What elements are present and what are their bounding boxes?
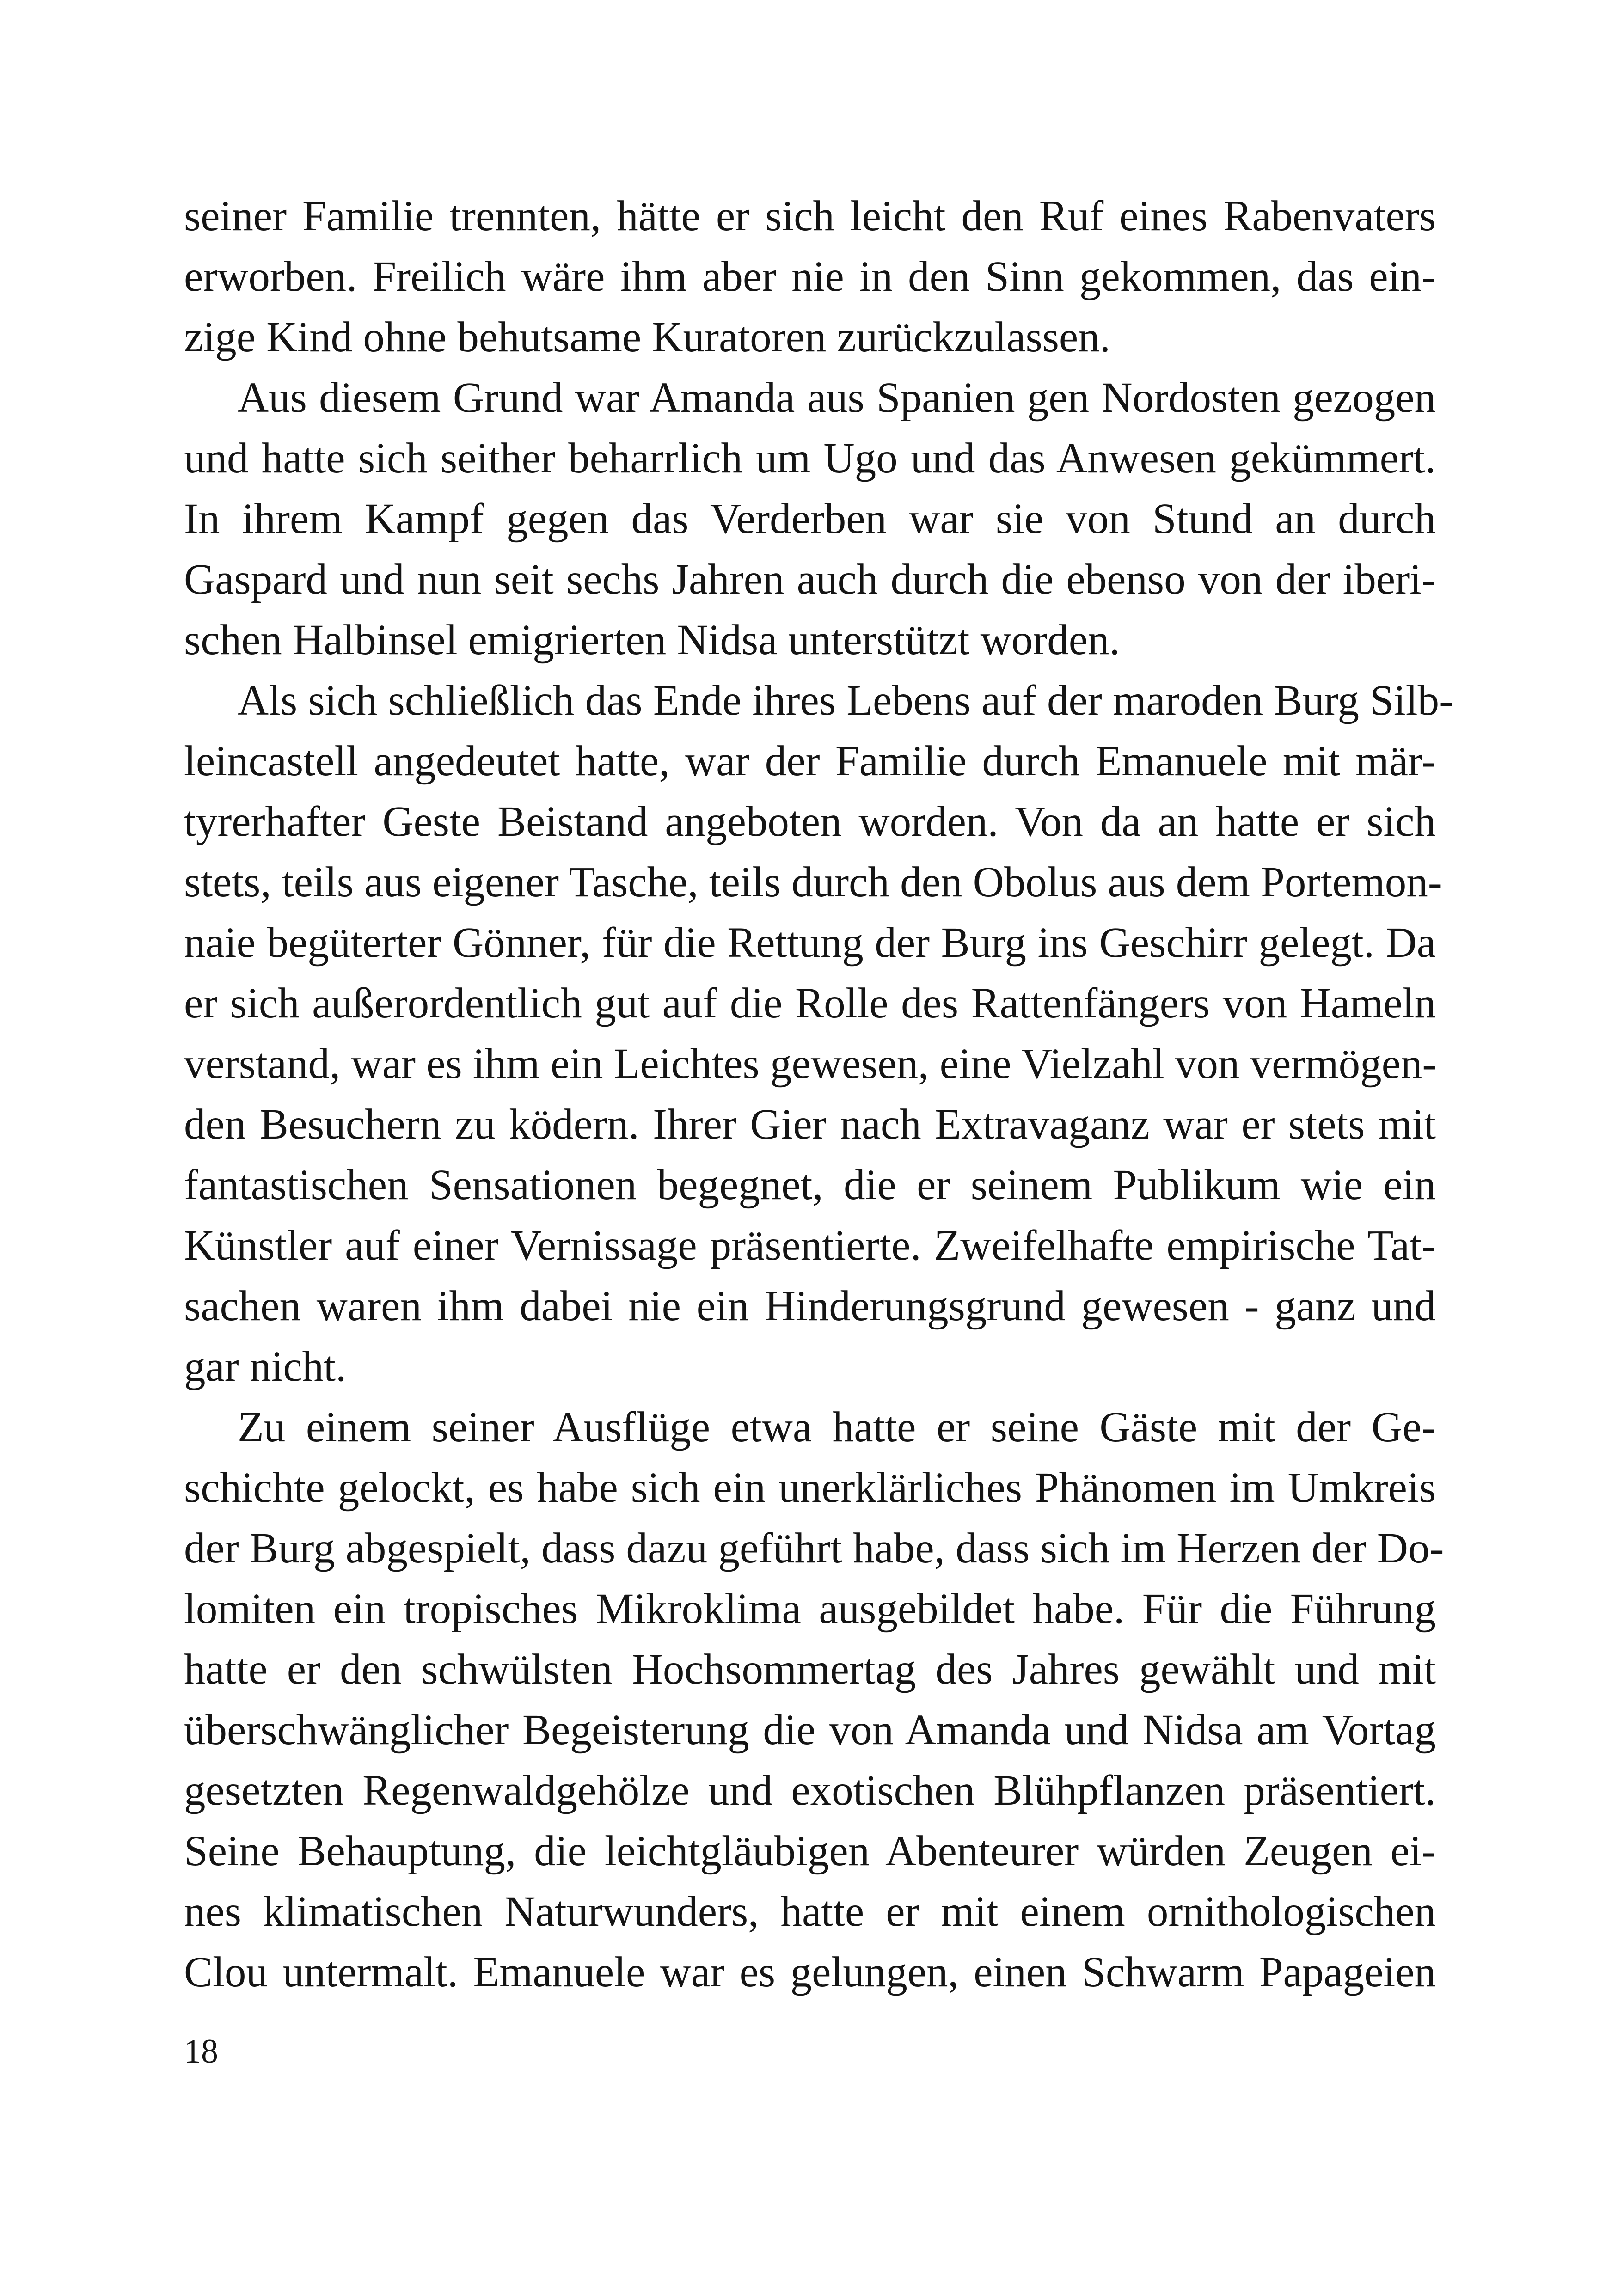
text-line: nes klimatischen Naturwunders, hatte er mit einem ornithologischen: [184, 1888, 1436, 1935]
text-line: naie begüterter Gönner, für die Rettung der Burg ins Geschirr gelegt. Da: [184, 919, 1436, 967]
text-line: schen Halbinsel emigrierten Nidsa unterstützt worden.: [184, 616, 1120, 664]
text-line: Seine Behauptung, die leichtgläubigen Abenteurer würden Zeugen ei-: [184, 1827, 1436, 1875]
text-line: hatte er den schwülsten Hochsommertag des Jahres gewählt und mit: [184, 1646, 1436, 1693]
text-line: überschwänglicher Begeisterung die von Amanda und Nidsa am Vortag: [184, 1706, 1436, 1754]
text-line: Gaspard und nun seit sechs Jahren auch durch die ebenso von der iberi-: [184, 556, 1436, 603]
text-line: und hatte sich seither beharrlich um Ugo und das Anwesen gekümmert.: [184, 435, 1436, 482]
text-line: tyrerhafter Geste Beistand angeboten worden. Von da an hatte er sich: [184, 798, 1436, 845]
text-line: der Burg abgespielt, dass dazu geführt habe, dass sich im Herzen der Do-: [184, 1525, 1444, 1572]
text-line: Als sich schließlich das Ende ihres Lebens auf der maroden Burg Silb-: [238, 677, 1454, 724]
text-line: er sich außerordentlich gut auf die Rolle des Rattenfängers von Hameln: [184, 980, 1436, 1027]
text-line: seiner Familie trennten, hätte er sich leicht den Ruf eines Rabenvaters: [184, 192, 1436, 240]
text-line: fantastischen Sensationen begegnet, die er seinem Publikum wie ein: [184, 1161, 1436, 1209]
text-line: gesetzten Regenwaldgehölze und exotischen Blühpflanzen präsentiert.: [184, 1767, 1436, 1814]
text-line: schichte gelockt, es habe sich ein unerklärliches Phänomen im Umkreis: [184, 1464, 1436, 1512]
text-line: gar nicht.: [184, 1343, 347, 1390]
text-line: In ihrem Kampf gegen das Verderben war sie von Stund an durch: [184, 495, 1436, 543]
text-line: Aus diesem Grund war Amanda aus Spanien gen Nordosten gezogen: [238, 374, 1436, 422]
text-line: zige Kind ohne behutsame Kuratoren zurückzulassen.: [184, 313, 1110, 361]
text-line: lomiten ein tropisches Mikroklima ausgebildet habe. Für die Führung: [184, 1585, 1436, 1633]
text-line: erworben. Freilich wäre ihm aber nie in den Sinn gekommen, das ein-: [184, 253, 1436, 300]
text-line: Clou untermalt. Emanuele war es gelungen, einen Schwarm Papageien: [184, 1948, 1436, 1996]
text-line: sachen waren ihm dabei nie ein Hinderungsgrund gewesen - ganz und: [184, 1282, 1436, 1330]
text-line: den Besuchern zu ködern. Ihrer Gier nach Extravaganz war er stets mit: [184, 1101, 1436, 1148]
body-text: [184, 186, 1454, 2002]
text-line: leincastell angedeutet hatte, war der Familie durch Emanuele mit mär-: [184, 737, 1436, 785]
text-line: Künstler auf einer Vernissage präsentierte. Zweifelhafte empirische Tat-: [184, 1222, 1436, 1269]
page-number: 18: [184, 2033, 218, 2070]
text-line: stets, teils aus eigener Tasche, teils durch den Obolus aus dem Portemon-: [184, 858, 1442, 906]
text-line: verstand, war es ihm ein Leichtes gewesen, eine Vielzahl von vermögen-: [184, 1040, 1437, 1088]
text-line: Zu einem seiner Ausflüge etwa hatte er seine Gäste mit der Ge-: [238, 1403, 1436, 1451]
